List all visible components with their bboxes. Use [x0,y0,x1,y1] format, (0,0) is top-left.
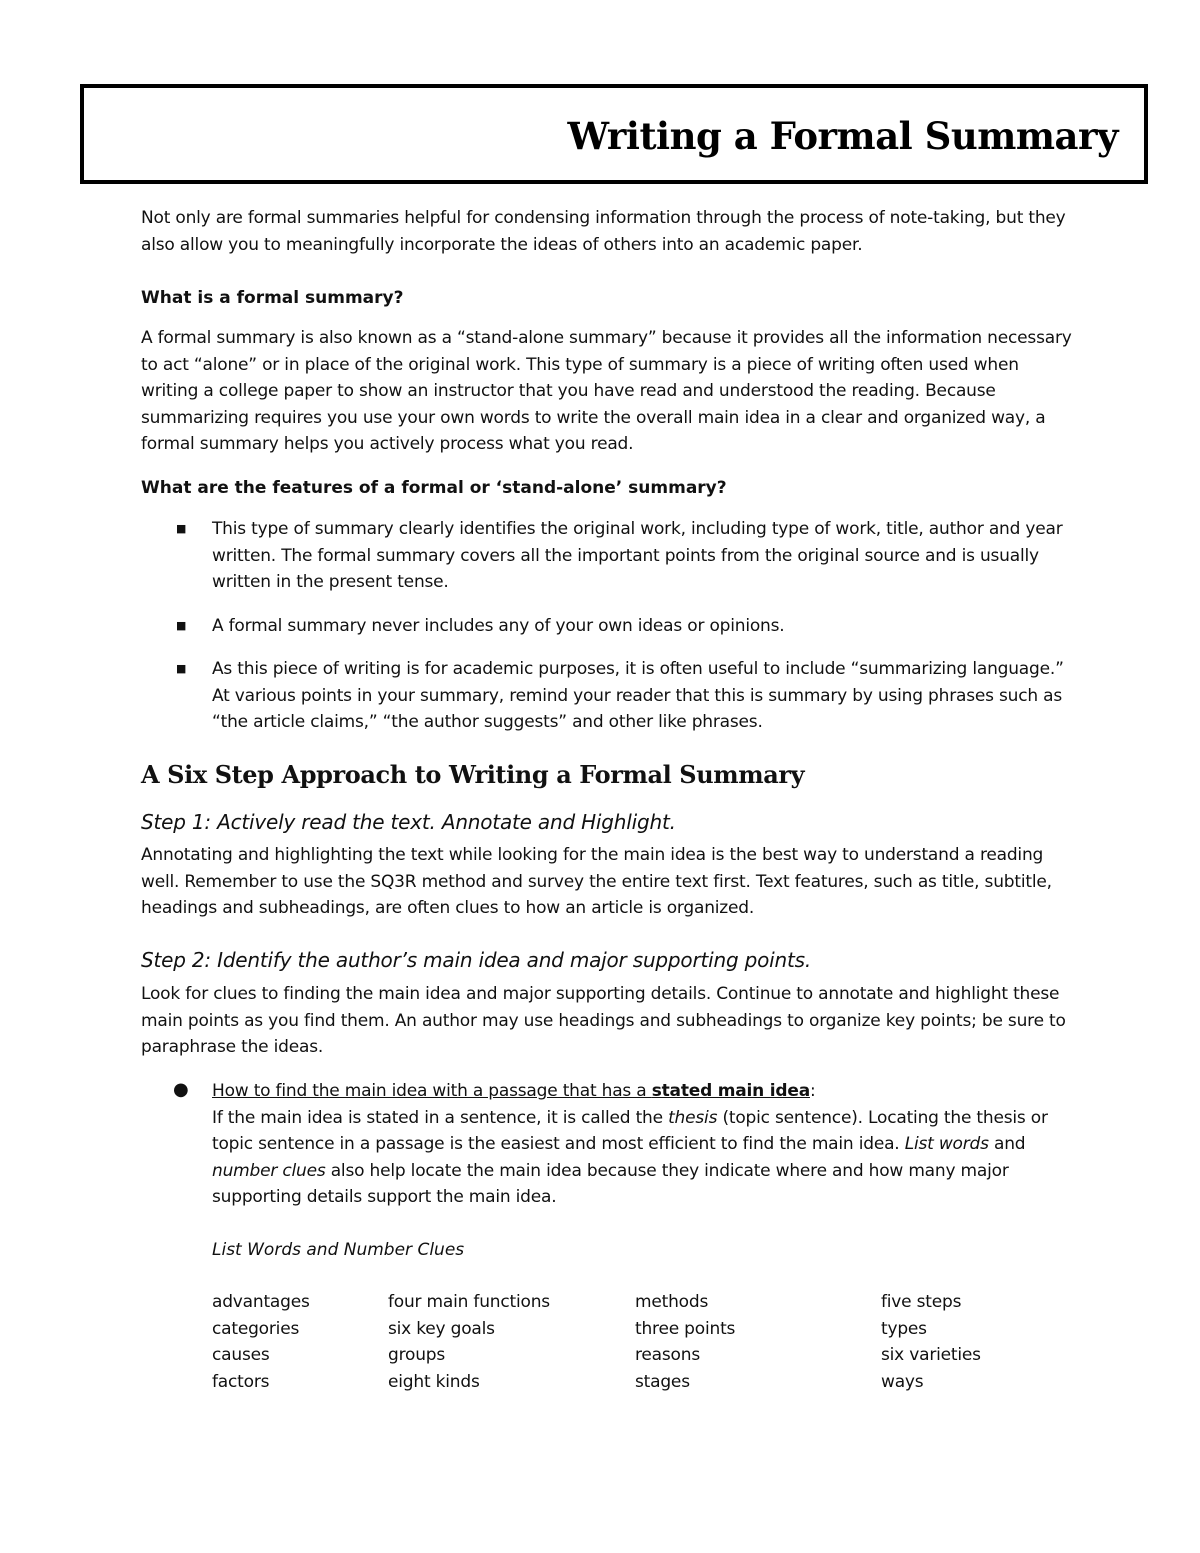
stated-main-idea-block [212,1078,1072,1211]
page-title: Writing a Formal Summary [567,114,1118,158]
stated-paragraph [212,1105,1072,1211]
stated-lead-bold: stated main idea [651,1081,810,1101]
step1-text: Annotating and highlighting the text while looking for the main idea is the best way to understand a reading well. Remember to use the SQ3R method and survey the entire text first. Text features, such as title, subtitle, headings and subheadings, are often clues to how an article is organized. [141,845,1052,918]
number-clues-term: number clues [212,1160,326,1181]
feature-text: A formal summary never includes any of your own ideas or opinions. [212,615,785,636]
table-row [212,1292,1041,1319]
table-cell: six varieties [881,1345,981,1365]
disc-bullet-icon: ● [173,1079,189,1100]
table-cell: reasons [635,1345,700,1365]
feature-item [141,656,1071,736]
stated-lead-end: : [810,1081,816,1101]
table-cell: categories [212,1318,300,1339]
table-cell: stages [635,1371,690,1392]
list-words-table [212,1292,1041,1398]
feature-item [141,613,1071,640]
list-words-caption: List Words and Number Clues [212,1240,465,1260]
stated-text-3: and [988,1134,1026,1154]
table-cell: five steps [881,1292,962,1312]
stated-lead [212,1078,1072,1105]
features-list [141,516,1071,753]
table-cell: factors [212,1371,270,1392]
table-cell: six key goals [388,1318,495,1339]
intro-paragraph: Not only are formal summaries helpful for condensing information through the process of note-taking, but they also allow you to meaningfully incorporate the ideas of others into an academic paper. [141,208,1066,255]
table-row [212,1345,1041,1372]
table-cell: causes [212,1345,270,1365]
table-cell: ways [881,1371,924,1392]
definition-paragraph: A formal summary is also known as a “stand-alone summary” because it provides all the information necessary to act “alone” or in place of the original work. This type of summary is a piece of writing often used when writing a college paper to show an instructor that you have read and understood the reading. Because summarizing requires you use your own words to write the overall main idea in a clear and organized way, a formal summary helps you actively process what you read. [141,328,1072,454]
list-words-term: List words [904,1134,989,1154]
feature-text: As this piece of writing is for academic purposes, it is often useful to include “summarizing language.” At various points in your summary, remind your reader that this is summary by using phrases such as “the article claims,” “the author suggests” and other like phrases. [212,659,1064,732]
square-bullet-icon: ■ [176,522,187,535]
step2-title: Step 2: Identify the author’s main idea and major supporting points. [141,948,811,972]
table-row [212,1319,1041,1346]
question-features: What are the features of a formal or ‘stand-alone’ summary? [141,478,727,498]
table-cell: four main functions [388,1292,550,1312]
square-bullet-icon: ■ [176,662,187,675]
table-cell: types [881,1318,927,1339]
stated-lead-text: How to find the main idea with a passage that has a [212,1081,652,1101]
feature-text: This type of summary clearly identifies the original work, including type of work, title, author and year written. The formal summary covers all the important points from the original source and is usually written in the present tense. [212,519,1063,592]
stated-text-1: If the main idea is stated in a sentence, it is called the [212,1107,669,1128]
stated-text-4: also help locate the main idea because they indicate where and how many major supporting details support the main idea. [212,1160,1009,1207]
stated-text-2: (topic sentence). Locating the thesis or topic sentence in a passage is the easiest and most efficient to find the main idea. [212,1107,1048,1154]
table-row [212,1372,1041,1399]
question-what-is: What is a formal summary? [141,288,404,308]
table-cell: groups [388,1345,446,1365]
table-cell: advantages [212,1292,310,1312]
table-cell: eight kinds [388,1371,480,1392]
square-bullet-icon: ■ [176,618,187,632]
feature-item [141,516,1071,596]
thesis-term: thesis [668,1107,718,1128]
table-cell: three points [635,1318,736,1339]
title-box [80,84,1148,184]
step2-text: Look for clues to finding the main idea and major supporting details. Continue to annotate and highlight these main points as you find them. An author may use headings and subheadings to organize key points; be sure to paraphrase the ideas. [141,984,1066,1057]
approach-heading: A Six Step Approach to Writing a Formal Summary [141,760,805,789]
step1-title: Step 1: Actively read the text. Annotate and Highlight. [141,810,676,834]
table-cell: methods [635,1292,709,1312]
